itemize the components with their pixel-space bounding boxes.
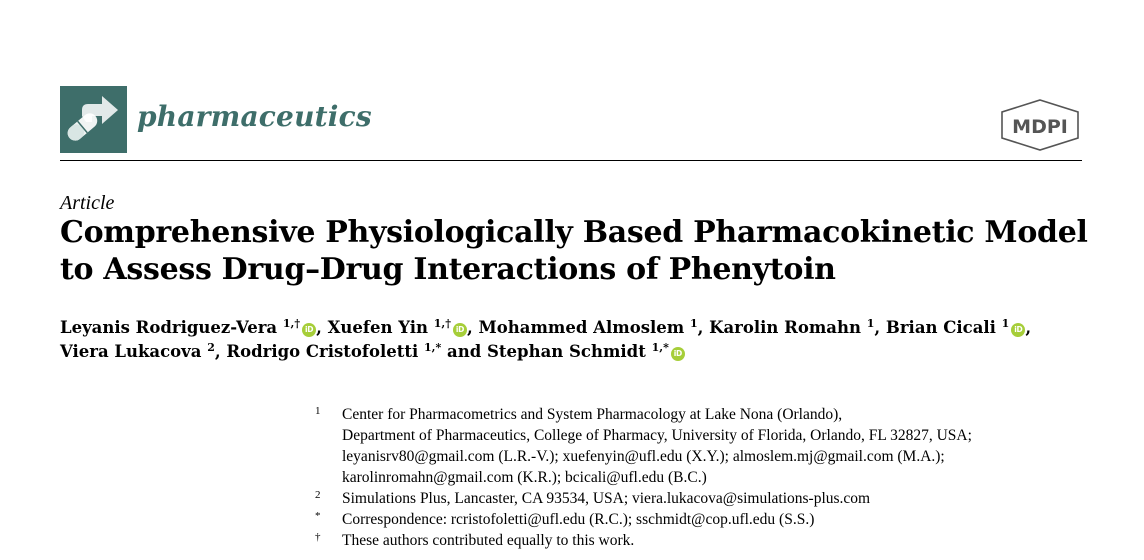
author-name: Brian Cicali xyxy=(885,318,996,337)
affiliation-marker: 2 xyxy=(315,489,321,501)
author-entry xyxy=(886,318,1031,337)
author-separator: , xyxy=(1025,318,1032,337)
author-separator: , xyxy=(874,318,886,337)
article-type-label: Article xyxy=(60,192,115,214)
author-list xyxy=(60,316,1100,364)
affiliation-line: Simulations Plus, Lancaster, CA 93534, USA; viera.lukacova@simulations-plus.com xyxy=(342,490,871,507)
orcid-icon[interactable]: iD xyxy=(671,347,685,361)
affiliation-item xyxy=(313,404,1093,488)
author-name: Rodrigo Cristofoletti xyxy=(226,342,419,361)
author-name: Viera Lukacova xyxy=(60,342,202,361)
affiliation-line: leyanisrv80@gmail.com (L.R.-V.); xuefenyin@ufl.edu (X.Y.); almoslem.mj@gmail.com (M.A.); xyxy=(342,448,945,465)
author-separator: , xyxy=(467,318,479,337)
author-separator: , xyxy=(214,342,227,361)
author-name: Karolin Romahn xyxy=(709,318,861,337)
affiliations-list xyxy=(313,404,1093,551)
author-affiliation-sup: 2 xyxy=(207,341,215,354)
affiliation-marker: 1 xyxy=(315,405,321,417)
journal-name: pharmaceutics xyxy=(137,100,372,133)
author-entry xyxy=(328,318,479,337)
affiliation-line: Department of Pharmaceutics, College of Pharmacy, University of Florida, Orlando, FL 32827, USA; xyxy=(342,427,972,444)
author-entry xyxy=(487,342,685,361)
author-name: Mohammed Almoslem xyxy=(478,318,685,337)
journal-header xyxy=(60,86,1082,154)
affiliation-line: These authors contributed equally to this work. xyxy=(342,532,635,549)
affiliation-line: Center for Pharmacometrics and System Pharmacology at Lake Nona (Orlando), xyxy=(342,406,843,423)
orcid-icon[interactable]: iD xyxy=(453,323,467,337)
orcid-icon[interactable]: iD xyxy=(302,323,316,337)
author-affiliation-sup: 1,† xyxy=(433,317,452,330)
affiliation-marker: † xyxy=(315,531,321,543)
author-affiliation-sup: 1,† xyxy=(282,317,301,330)
author-separator: , xyxy=(697,318,710,337)
author-name: Stephan Schmidt xyxy=(487,342,646,361)
affiliation-item xyxy=(313,530,1093,551)
author-entry xyxy=(479,318,710,337)
affiliation-line: Correspondence: rcristofoletti@ufl.edu (R.C.); sschmidt@cop.ufl.edu (S.S.) xyxy=(342,511,815,528)
author-separator: and xyxy=(441,342,487,361)
author-entry xyxy=(60,318,328,337)
orcid-icon[interactable]: iD xyxy=(1011,323,1025,337)
mdpi-logo-icon[interactable] xyxy=(998,98,1082,152)
header-divider xyxy=(60,160,1082,161)
author-affiliation-sup: 1,* xyxy=(424,341,442,354)
svg-text:MDPI: MDPI xyxy=(1012,116,1068,138)
author-affiliation-sup: 1 xyxy=(689,317,698,330)
author-affiliation-sup: 1,* xyxy=(651,341,669,354)
affiliation-marker: * xyxy=(315,510,321,522)
pharmaceutics-logo-icon[interactable] xyxy=(60,86,127,153)
affiliation-item xyxy=(313,488,1093,509)
affiliation-line: karolinromahn@gmail.com (K.R.); bcicali@ufl.edu (B.C.) xyxy=(342,469,707,486)
article-title: Comprehensive Physiologically Based Pharmacokinetic Model to Assess Drug–Drug Interactions of Phenytoin xyxy=(60,215,1088,287)
author-entry xyxy=(709,318,886,337)
affiliation-item xyxy=(313,509,1093,530)
author-affiliation-sup: 1 xyxy=(866,317,875,330)
author-affiliation-sup: 1 xyxy=(1001,317,1010,330)
author-name: Xuefen Yin xyxy=(327,318,429,337)
author-entry xyxy=(226,342,487,361)
author-entry xyxy=(60,342,226,361)
author-separator: , xyxy=(316,318,328,337)
author-name: Leyanis Rodriguez-Vera xyxy=(60,318,278,337)
